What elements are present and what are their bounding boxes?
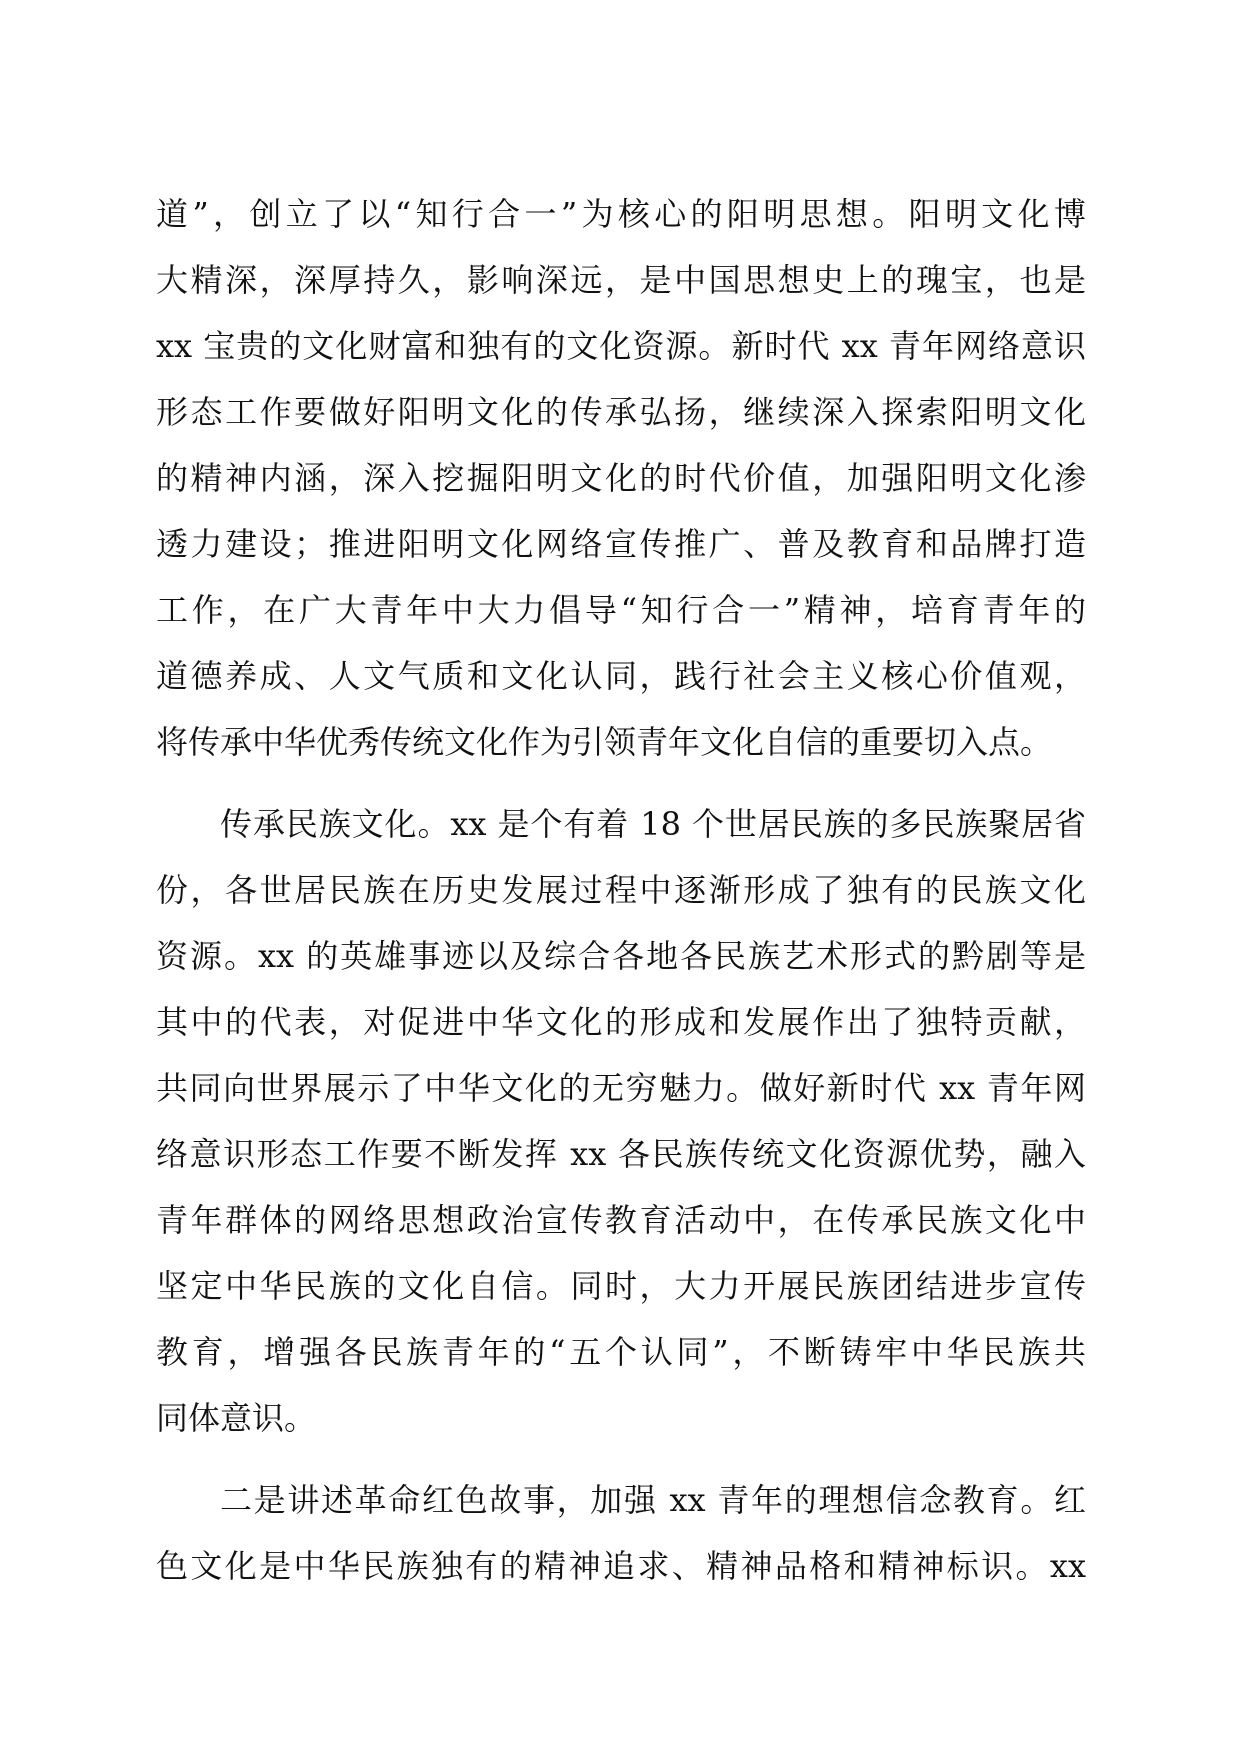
text-line: 其中的代表，对促进中华文化的形成和发展作出了独特贡献， bbox=[156, 1003, 1086, 1041]
paragraph-gap bbox=[156, 775, 1086, 791]
text-line: 色文化是中华民族独有的精神追求、精神品格和精神标识。xx bbox=[156, 1547, 1086, 1585]
text-line: 络意识形态工作要不断发挥 xx 各民族传统文化资源优势，融入 bbox=[156, 1135, 1086, 1173]
text-line: xx 宝贵的文化财富和独有的文化资源。新时代 xx 青年网络意识 bbox=[156, 327, 1086, 365]
text-line: 道”，创立了以“知行合一”为核心的阳明思想。阳明文化博 bbox=[156, 195, 1086, 233]
text-line: 形态工作要做好阳明文化的传承弘扬，继续深入探索阳明文化 bbox=[156, 393, 1086, 431]
paragraph-red-culture bbox=[156, 1467, 1086, 1599]
text-line: 同体意识。 bbox=[156, 1399, 317, 1437]
text-line: 工作，在广大青年中大力倡导“知行合一”精神，培育青年的 bbox=[156, 591, 1086, 629]
text-line: 道德养成、人文气质和文化认同，践行社会主义核心价值观， bbox=[156, 657, 1086, 695]
paragraph-ethnic-culture bbox=[156, 791, 1086, 1451]
paragraph-yangming-culture bbox=[156, 181, 1086, 775]
text-line: 教育，增强各民族青年的“五个认同”，不断铸牢中华民族共 bbox=[156, 1333, 1086, 1371]
text-line: 将传承中华优秀传统文化作为引领青年文化自信的重要切入点。 bbox=[156, 723, 1053, 761]
text-line: 传承民族文化。xx 是个有着 18 个世居民族的多民族聚居省 bbox=[220, 805, 1086, 843]
text-line: 资源。xx 的英雄事迹以及综合各地各民族艺术形式的黔剧等是 bbox=[156, 937, 1086, 975]
text-line: 大精深，深厚持久，影响深远，是中国思想史上的瑰宝，也是 bbox=[156, 261, 1086, 299]
text-line: 份，各世居民族在历史发展过程中逐渐形成了独有的民族文化 bbox=[156, 871, 1086, 909]
paragraph-gap bbox=[156, 1451, 1086, 1467]
text-line: 透力建设；推进阳明文化网络宣传推广、普及教育和品牌打造 bbox=[156, 525, 1086, 563]
text-line: 二是讲述革命红色故事，加强 xx 青年的理想信念教育。红 bbox=[220, 1481, 1086, 1519]
text-line: 坚定中华民族的文化自信。同时，大力开展民族团结进步宣传 bbox=[156, 1267, 1086, 1305]
text-line: 共同向世界展示了中华文化的无穷魅力。做好新时代 xx 青年网 bbox=[156, 1069, 1086, 1107]
document-body bbox=[156, 181, 1086, 1599]
text-line: 青年群体的网络思想政治宣传教育活动中，在传承民族文化中 bbox=[156, 1201, 1086, 1239]
text-line: 的精神内涵，深入挖掘阳明文化的时代价值，加强阳明文化渗 bbox=[156, 459, 1086, 497]
